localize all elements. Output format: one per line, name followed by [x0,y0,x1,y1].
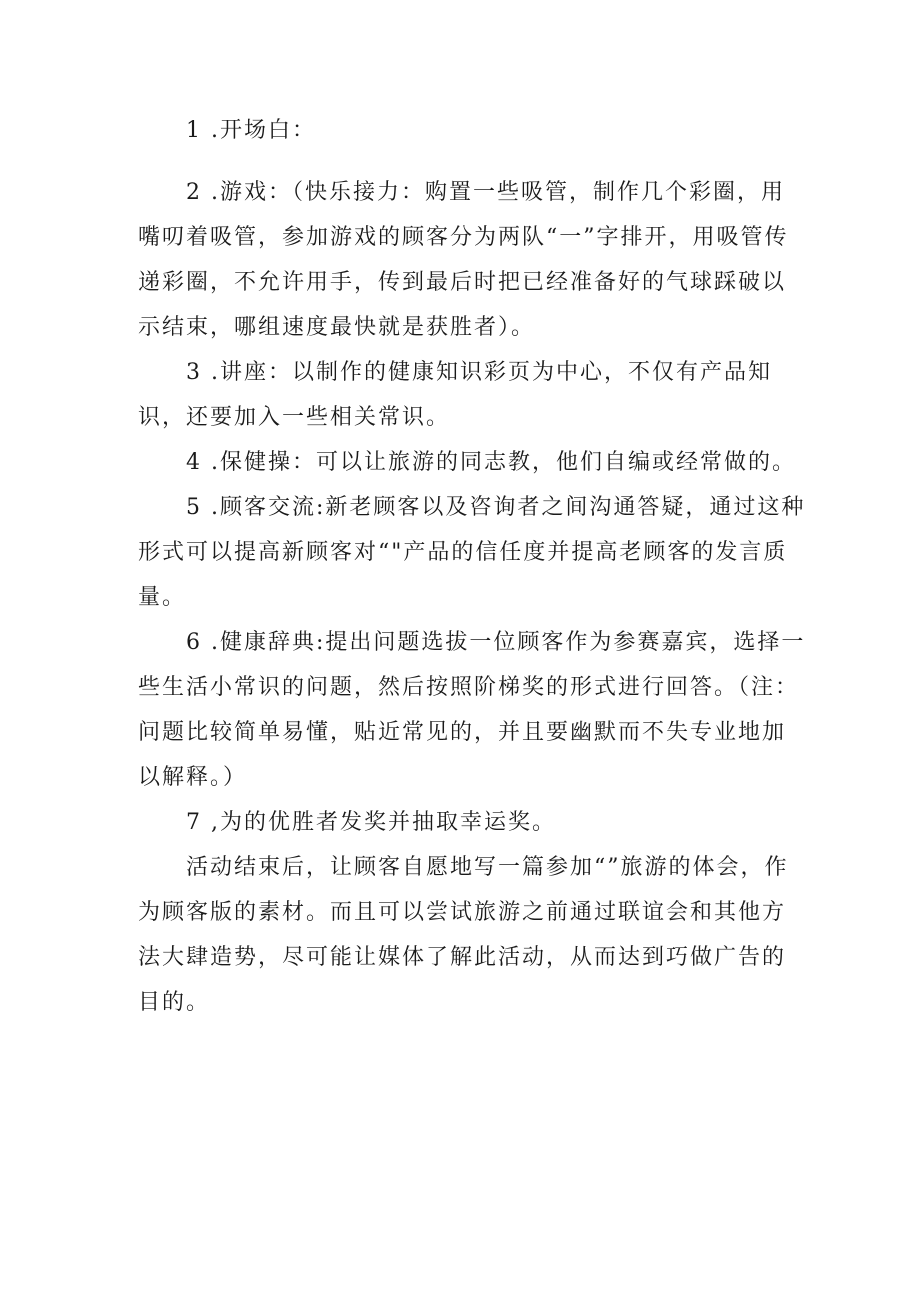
paragraph-awards: 7 ,为的优胜者发奖并抽取幸运奖。 [186,810,556,835]
paragraph-customer-exchange: 5 .顾客交流:新老顾客以及咨询者之间沟通答疑，通过这种形式可以提高新顾客对“"产品的信任度并提高老顾客的发言质量。 [138,495,806,610]
paragraph-exercise: 4 .保健操：可以让旅游的同志教，他们自编或经常做的。 [186,450,796,475]
document-body [138,108,808,1025]
paragraph-health-dictionary: 6 .健康辞典:提出问题选拔一位顾客作为参赛嘉宾，选择一些生活小常识的问题，然后按照阶梯奖的形式进行回答。（注：问题比较简单易懂，贴近常见的，并且要幽默而不失专业地加以解释。） [138,630,806,790]
paragraph-game: 2 .游戏：（快乐接力：购置一些吸管，制作几个彩圈，用嘴叨着吸管，参加游戏的顾客分为两队“一”字排开，用吸管传递彩圈，不允许用手，传到最后时把已经准备好的气球踩破以示结束，哪组速度最快就是获胜者）。 [138,180,789,340]
paragraph-lecture: 3 .讲座：以制作的健康知识彩页为中心，不仅有产品知识，还要加入一些相关常识。 [138,360,772,430]
paragraph-opening: 1 .开场白： [186,118,316,143]
paragraph-conclusion: 活动结束后，让顾客自愿地写一篇参加“”旅游的体会，作为顾客版的素材。而且可以尝试旅游之前通过联谊会和其他方法大肆造势，尽可能让媒体了解此活动，从而达到巧做广告的目的。 [138,855,789,1015]
